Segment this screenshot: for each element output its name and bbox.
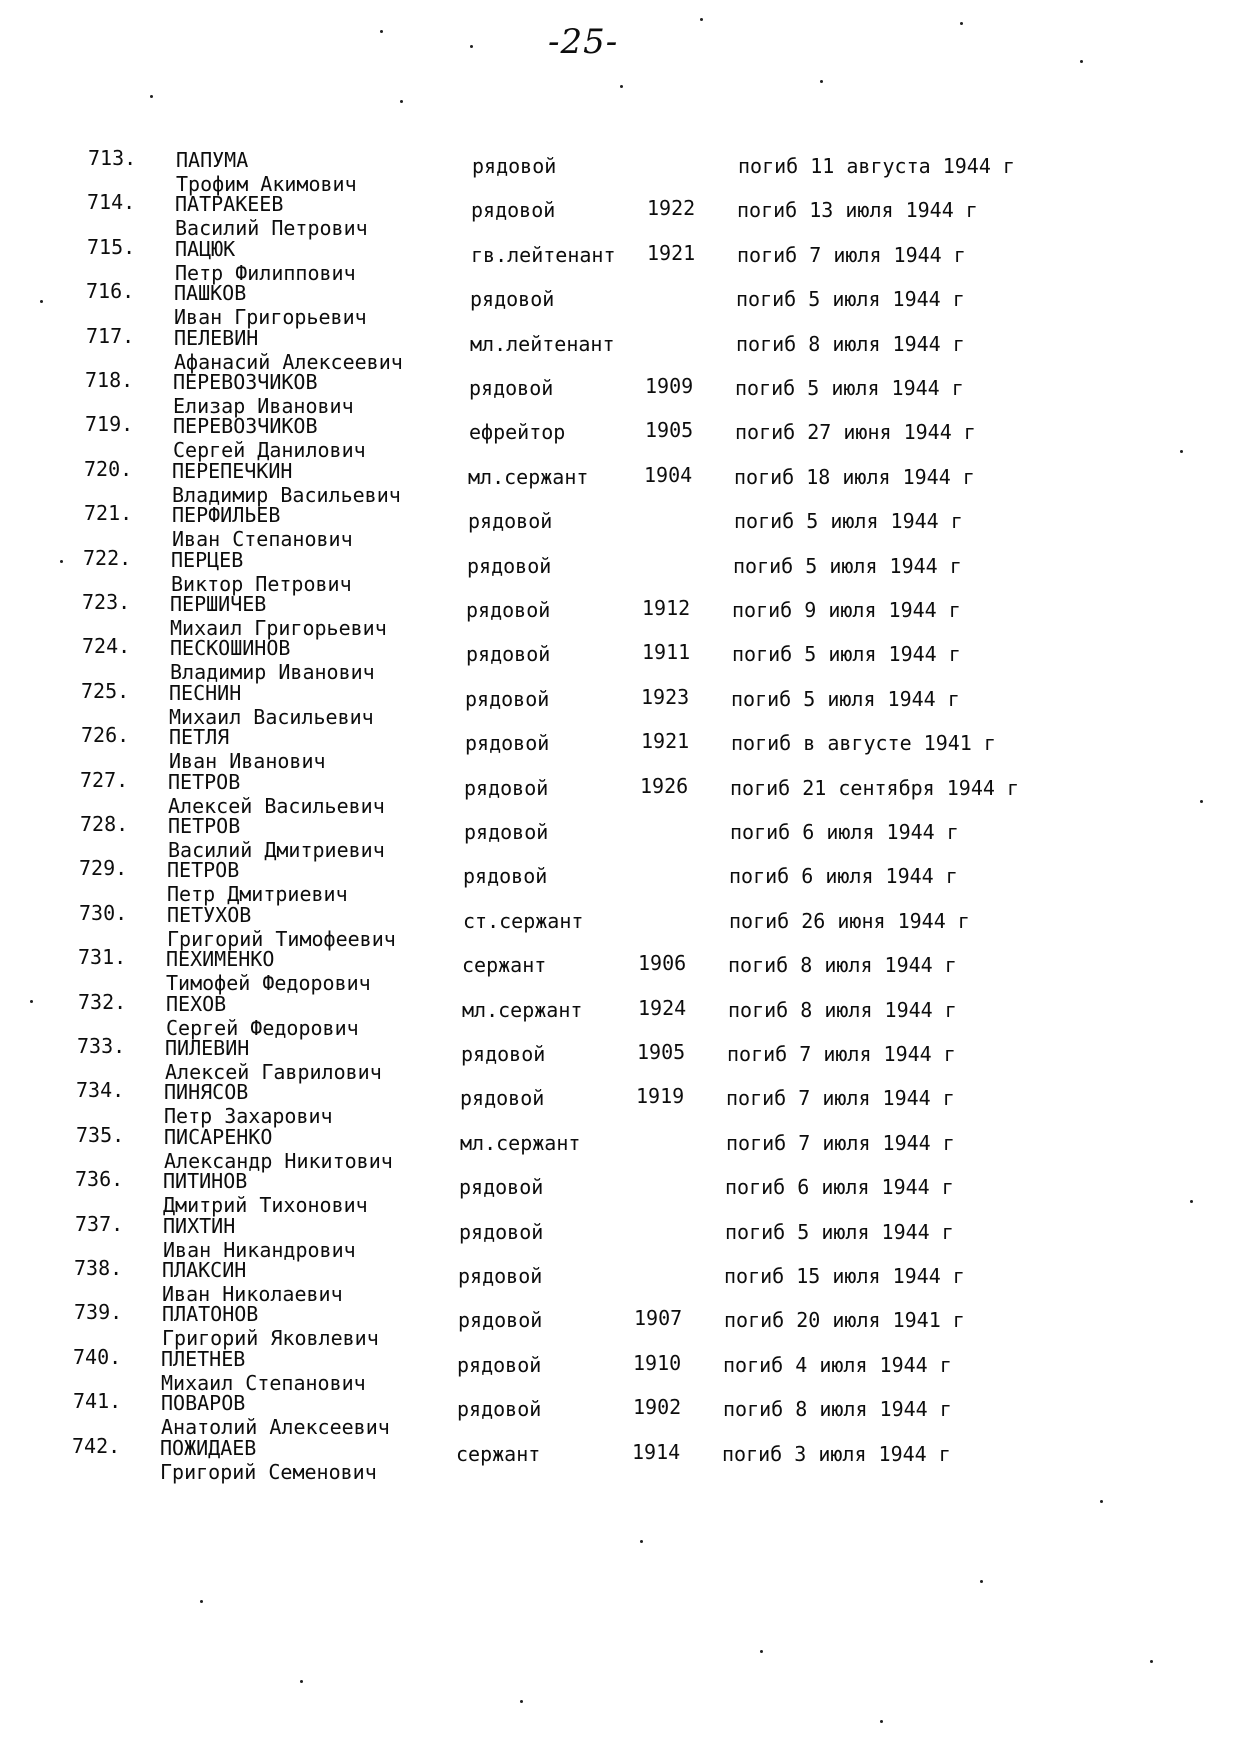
entry-given-name: Петр Дмитриевич	[167, 882, 348, 907]
entry-fate: погиб 8 июля 1944 г	[728, 997, 957, 1022]
entry-surname: ПЛАКСИН	[162, 1258, 247, 1282]
entry-surname: ПАЦЮК	[175, 236, 236, 261]
entry-surname: ПЕРЦЕВ	[171, 547, 244, 572]
entry-surname: ПИЛЕВИН	[165, 1036, 250, 1060]
entry-surname: ПИНЯСОВ	[164, 1080, 249, 1105]
entry-birth-year: 1906	[638, 951, 687, 976]
entry-birth-year: 1923	[641, 684, 690, 709]
entry-birth-year: 1914	[632, 1439, 681, 1464]
entry-given-name: Василий Дмитриевич	[168, 838, 385, 862]
entry-birth-year: 1921	[641, 729, 690, 754]
entry-fate: погиб 5 июля 1944 г	[732, 642, 961, 667]
entry-rank: рядовой	[459, 1175, 544, 1200]
entry-number: 722.	[83, 545, 132, 570]
entry-surname: ПЕХОВ	[166, 991, 227, 1016]
entry-number: 728.	[80, 812, 129, 836]
entry-given-name: Михаил Васильевич	[169, 704, 374, 729]
entry-given-name: Владимир Иванович	[170, 660, 375, 685]
entry-surname: ПЕТУХОВ	[167, 902, 252, 927]
entry-fate: погиб 8 июля 1944 г	[723, 1397, 952, 1422]
entry-number: 727.	[80, 767, 129, 792]
entry-given-name: Иван Никандрович	[163, 1237, 356, 1262]
entry-number: 720.	[84, 456, 133, 481]
entry-given-name: Петр Филиппович	[175, 260, 356, 285]
entry-given-name: Виктор Петрович	[171, 571, 352, 596]
entry-number: 719.	[85, 412, 134, 437]
entry-surname: ПИХТИН	[163, 1213, 236, 1238]
entry-rank: рядовой	[472, 154, 557, 178]
entry-rank: рядовой	[464, 775, 549, 800]
entry-fate: погиб 7 июля 1944 г	[737, 242, 966, 267]
entry-rank: рядовой	[457, 1352, 542, 1377]
entry-given-name: Василий Петрович	[175, 216, 368, 241]
entry-birth-year: 1902	[633, 1395, 682, 1420]
entry-number: 721.	[84, 501, 133, 526]
entry-number: 716.	[86, 279, 135, 304]
entry-rank: мл.сержант	[460, 1130, 581, 1155]
entry-birth-year: 1919	[636, 1084, 685, 1109]
entry-fate: погиб 8 июля 1944 г	[736, 331, 965, 356]
entry-birth-year: 1921	[647, 240, 696, 265]
entry-given-name: Алексей Васильевич	[168, 793, 385, 818]
entry-rank: мл.сержант	[468, 464, 589, 489]
entry-given-name: Анатолий Алексеевич	[161, 1415, 390, 1440]
entry-rank: рядовой	[471, 198, 556, 223]
entry-surname: ПЕЛЕВИН	[174, 325, 259, 350]
entry-surname: ПИТИНОВ	[163, 1169, 248, 1194]
entry-given-name: Михаил Степанович	[161, 1370, 366, 1395]
entry-fate: погиб 20 июля 1941 г	[724, 1308, 965, 1333]
entry-given-name: Иван Николаевич	[162, 1282, 343, 1306]
entry-birth-year: 1905	[637, 1040, 686, 1064]
entry-rank: рядовой	[466, 598, 551, 622]
entry-rank: рядовой	[465, 731, 550, 756]
entry-given-name: Елизар Иванович	[173, 394, 354, 418]
entry-rank: ефрейтор	[469, 420, 566, 445]
entry-number: 715.	[87, 234, 136, 259]
entry-fate: погиб 6 июля 1944 г	[730, 820, 959, 844]
entry-fate: погиб 15 июля 1944 г	[724, 1264, 965, 1288]
entry-fate: погиб 4 июля 1944 г	[723, 1352, 952, 1377]
entry-fate: погиб 27 июня 1944 г	[735, 420, 976, 445]
entry-surname: ПЕСНИН	[169, 680, 242, 705]
entry-rank: сержант	[462, 953, 547, 978]
entry-number: 739.	[74, 1300, 123, 1325]
entry-given-name: Иван Григорьевич	[174, 305, 367, 330]
entry-surname: ПАШКОВ	[174, 281, 247, 306]
entry-given-name: Трофим Акимович	[176, 172, 357, 196]
entry-rank: рядовой	[469, 376, 554, 400]
entry-number: 740.	[73, 1344, 122, 1369]
page-number: -25-	[548, 22, 619, 62]
entry-number: 742.	[72, 1433, 121, 1458]
entry-number: 741.	[73, 1389, 122, 1414]
entry-number: 734.	[76, 1078, 125, 1103]
entry-surname: ПЕРЕВОЗЧИКОВ	[173, 414, 318, 439]
entry-birth-year: 1910	[633, 1350, 682, 1375]
entry-birth-year: 1911	[642, 640, 691, 665]
entry-surname: ПИСАРЕНКО	[164, 1124, 273, 1149]
entry-given-name: Григорий Яковлевич	[162, 1326, 379, 1351]
entry-rank: рядовой	[461, 1042, 546, 1066]
entry-rank: рядовой	[468, 509, 553, 534]
entry-given-name: Алексей Гаврилович	[165, 1060, 382, 1084]
entry-rank: мл.сержант	[462, 997, 583, 1022]
entry-given-name: Михаил Григорьевич	[170, 616, 387, 640]
entry-birth-year: 1909	[645, 374, 694, 398]
entry-given-name: Григорий Тимофеевич	[167, 926, 396, 951]
entry-number: 736.	[75, 1167, 124, 1192]
entry-fate: погиб 5 июля 1944 г	[736, 287, 965, 312]
entry-fate: погиб 5 июля 1944 г	[735, 376, 964, 400]
entry-fate: погиб 7 июля 1944 г	[726, 1130, 955, 1155]
entry-given-name: Григорий Семенович	[160, 1459, 377, 1484]
entry-number: 730.	[79, 900, 128, 925]
entry-number: 726.	[81, 723, 130, 748]
entry-surname: ПОВАРОВ	[161, 1391, 246, 1416]
entry-number: 723.	[82, 590, 131, 614]
entry-number: 714.	[87, 190, 136, 215]
entry-rank: рядовой	[470, 287, 555, 312]
entry-surname: ПЕХИМЕНКО	[166, 947, 275, 972]
entry-birth-year: 1926	[640, 773, 689, 798]
entry-rank: рядовой	[463, 864, 548, 889]
entry-number: 732.	[78, 989, 127, 1014]
entry-surname: ПЕТРОВ	[168, 814, 241, 838]
entry-given-name: Александр Никитович	[164, 1148, 393, 1173]
entry-surname: ПЕТЛЯ	[169, 725, 230, 750]
entry-number: 738.	[74, 1256, 123, 1280]
entry-surname: ПЕРЕВОЗЧИКОВ	[173, 370, 318, 394]
entry-given-name: Петр Захарович	[164, 1104, 333, 1129]
entry-number: 717.	[86, 323, 135, 348]
entry-surname: ПЕТРОВ	[168, 769, 241, 794]
entry-rank: рядовой	[458, 1264, 543, 1288]
entry-given-name: Тимофей Федорович	[166, 971, 371, 996]
entry-number: 725.	[81, 678, 130, 703]
entry-fate: погиб 5 июля 1944 г	[734, 509, 963, 534]
entry-surname: ПОЖИДАЕВ	[160, 1435, 257, 1460]
entry-fate: погиб 26 июня 1944 г	[729, 908, 970, 933]
entry-birth-year: 1905	[645, 418, 694, 443]
entry-number: 737.	[75, 1211, 124, 1236]
entry-surname: ПЛЕТНЕВ	[161, 1346, 246, 1371]
entry-given-name: Сергей Федорович	[166, 1015, 359, 1040]
entry-fate: погиб 7 июля 1944 г	[727, 1042, 956, 1066]
entry-rank: сержант	[456, 1441, 541, 1466]
entry-number: 735.	[76, 1122, 125, 1147]
entry-fate: погиб 9 июля 1944 г	[732, 598, 961, 622]
entry-rank: рядовой	[459, 1219, 544, 1244]
entry-rank: рядовой	[465, 686, 550, 711]
entry-surname: ПЕРЕПЕЧКИН	[172, 458, 293, 483]
entry-number: 713.	[88, 146, 137, 170]
entry-fate: погиб 18 июля 1944 г	[734, 464, 975, 489]
entry-fate: погиб 6 июля 1944 г	[729, 864, 958, 889]
entry-rank: мл.лейтенант	[470, 331, 615, 356]
entry-rank: гв.лейтенант	[471, 242, 616, 267]
entry-number: 731.	[78, 945, 127, 970]
entry-given-name: Дмитрий Тихонович	[163, 1193, 368, 1218]
entry-surname: ПАПУМА	[176, 148, 249, 172]
entry-given-name: Владимир Васильевич	[172, 482, 401, 507]
entry-surname: ПЕСКОШИНОВ	[170, 636, 291, 661]
entry-surname: ПЛАТОНОВ	[162, 1302, 259, 1327]
entry-fate: погиб 7 июля 1944 г	[726, 1086, 955, 1111]
entry-birth-year: 1904	[644, 462, 693, 487]
entry-fate: погиб 11 августа 1944 г	[738, 154, 1015, 178]
entry-number: 718.	[85, 368, 134, 392]
entry-surname: ПЕРШИЧЕВ	[170, 592, 267, 616]
entry-fate: погиб 5 июля 1944 г	[725, 1219, 954, 1244]
entry-fate: погиб в августе 1941 г	[731, 731, 996, 756]
entry-surname: ПАТРАКЕЕВ	[175, 192, 284, 217]
entry-fate: погиб 5 июля 1944 г	[731, 686, 960, 711]
entry-number: 729.	[79, 856, 128, 881]
entry-number: 733.	[77, 1034, 126, 1058]
entry-rank: рядовой	[467, 553, 552, 578]
entry-fate: погиб 8 июля 1944 г	[728, 953, 957, 978]
entry-number: 724.	[82, 634, 131, 659]
entry-given-name: Иван Иванович	[169, 749, 326, 774]
entry-birth-year: 1907	[634, 1306, 683, 1331]
entry-fate: погиб 6 июля 1944 г	[725, 1175, 954, 1200]
entry-surname: ПЕРФИЛЬЕВ	[172, 503, 281, 528]
entry-given-name: Сергей Данилович	[173, 438, 366, 463]
entry-fate: погиб 5 июля 1944 г	[733, 553, 962, 578]
entry-fate: погиб 3 июля 1944 г	[722, 1441, 951, 1466]
entry-birth-year: 1912	[642, 596, 691, 620]
entry-rank: рядовой	[464, 820, 549, 844]
entry-rank: ст.сержант	[463, 908, 584, 933]
entry-birth-year: 1924	[638, 995, 687, 1020]
entry-rank: рядовой	[466, 642, 551, 667]
entry-fate: погиб 21 сентября 1944 г	[730, 775, 1019, 800]
entry-surname: ПЕТРОВ	[167, 858, 240, 883]
entry-fate: погиб 13 июля 1944 г	[737, 198, 978, 223]
entry-given-name: Иван Степанович	[172, 527, 353, 552]
entry-rank: рядовой	[458, 1308, 543, 1333]
entry-birth-year: 1922	[647, 196, 696, 221]
entry-rank: рядовой	[460, 1086, 545, 1111]
entry-rank: рядовой	[457, 1397, 542, 1422]
entry-given-name: Афанасий Алексеевич	[174, 349, 403, 374]
